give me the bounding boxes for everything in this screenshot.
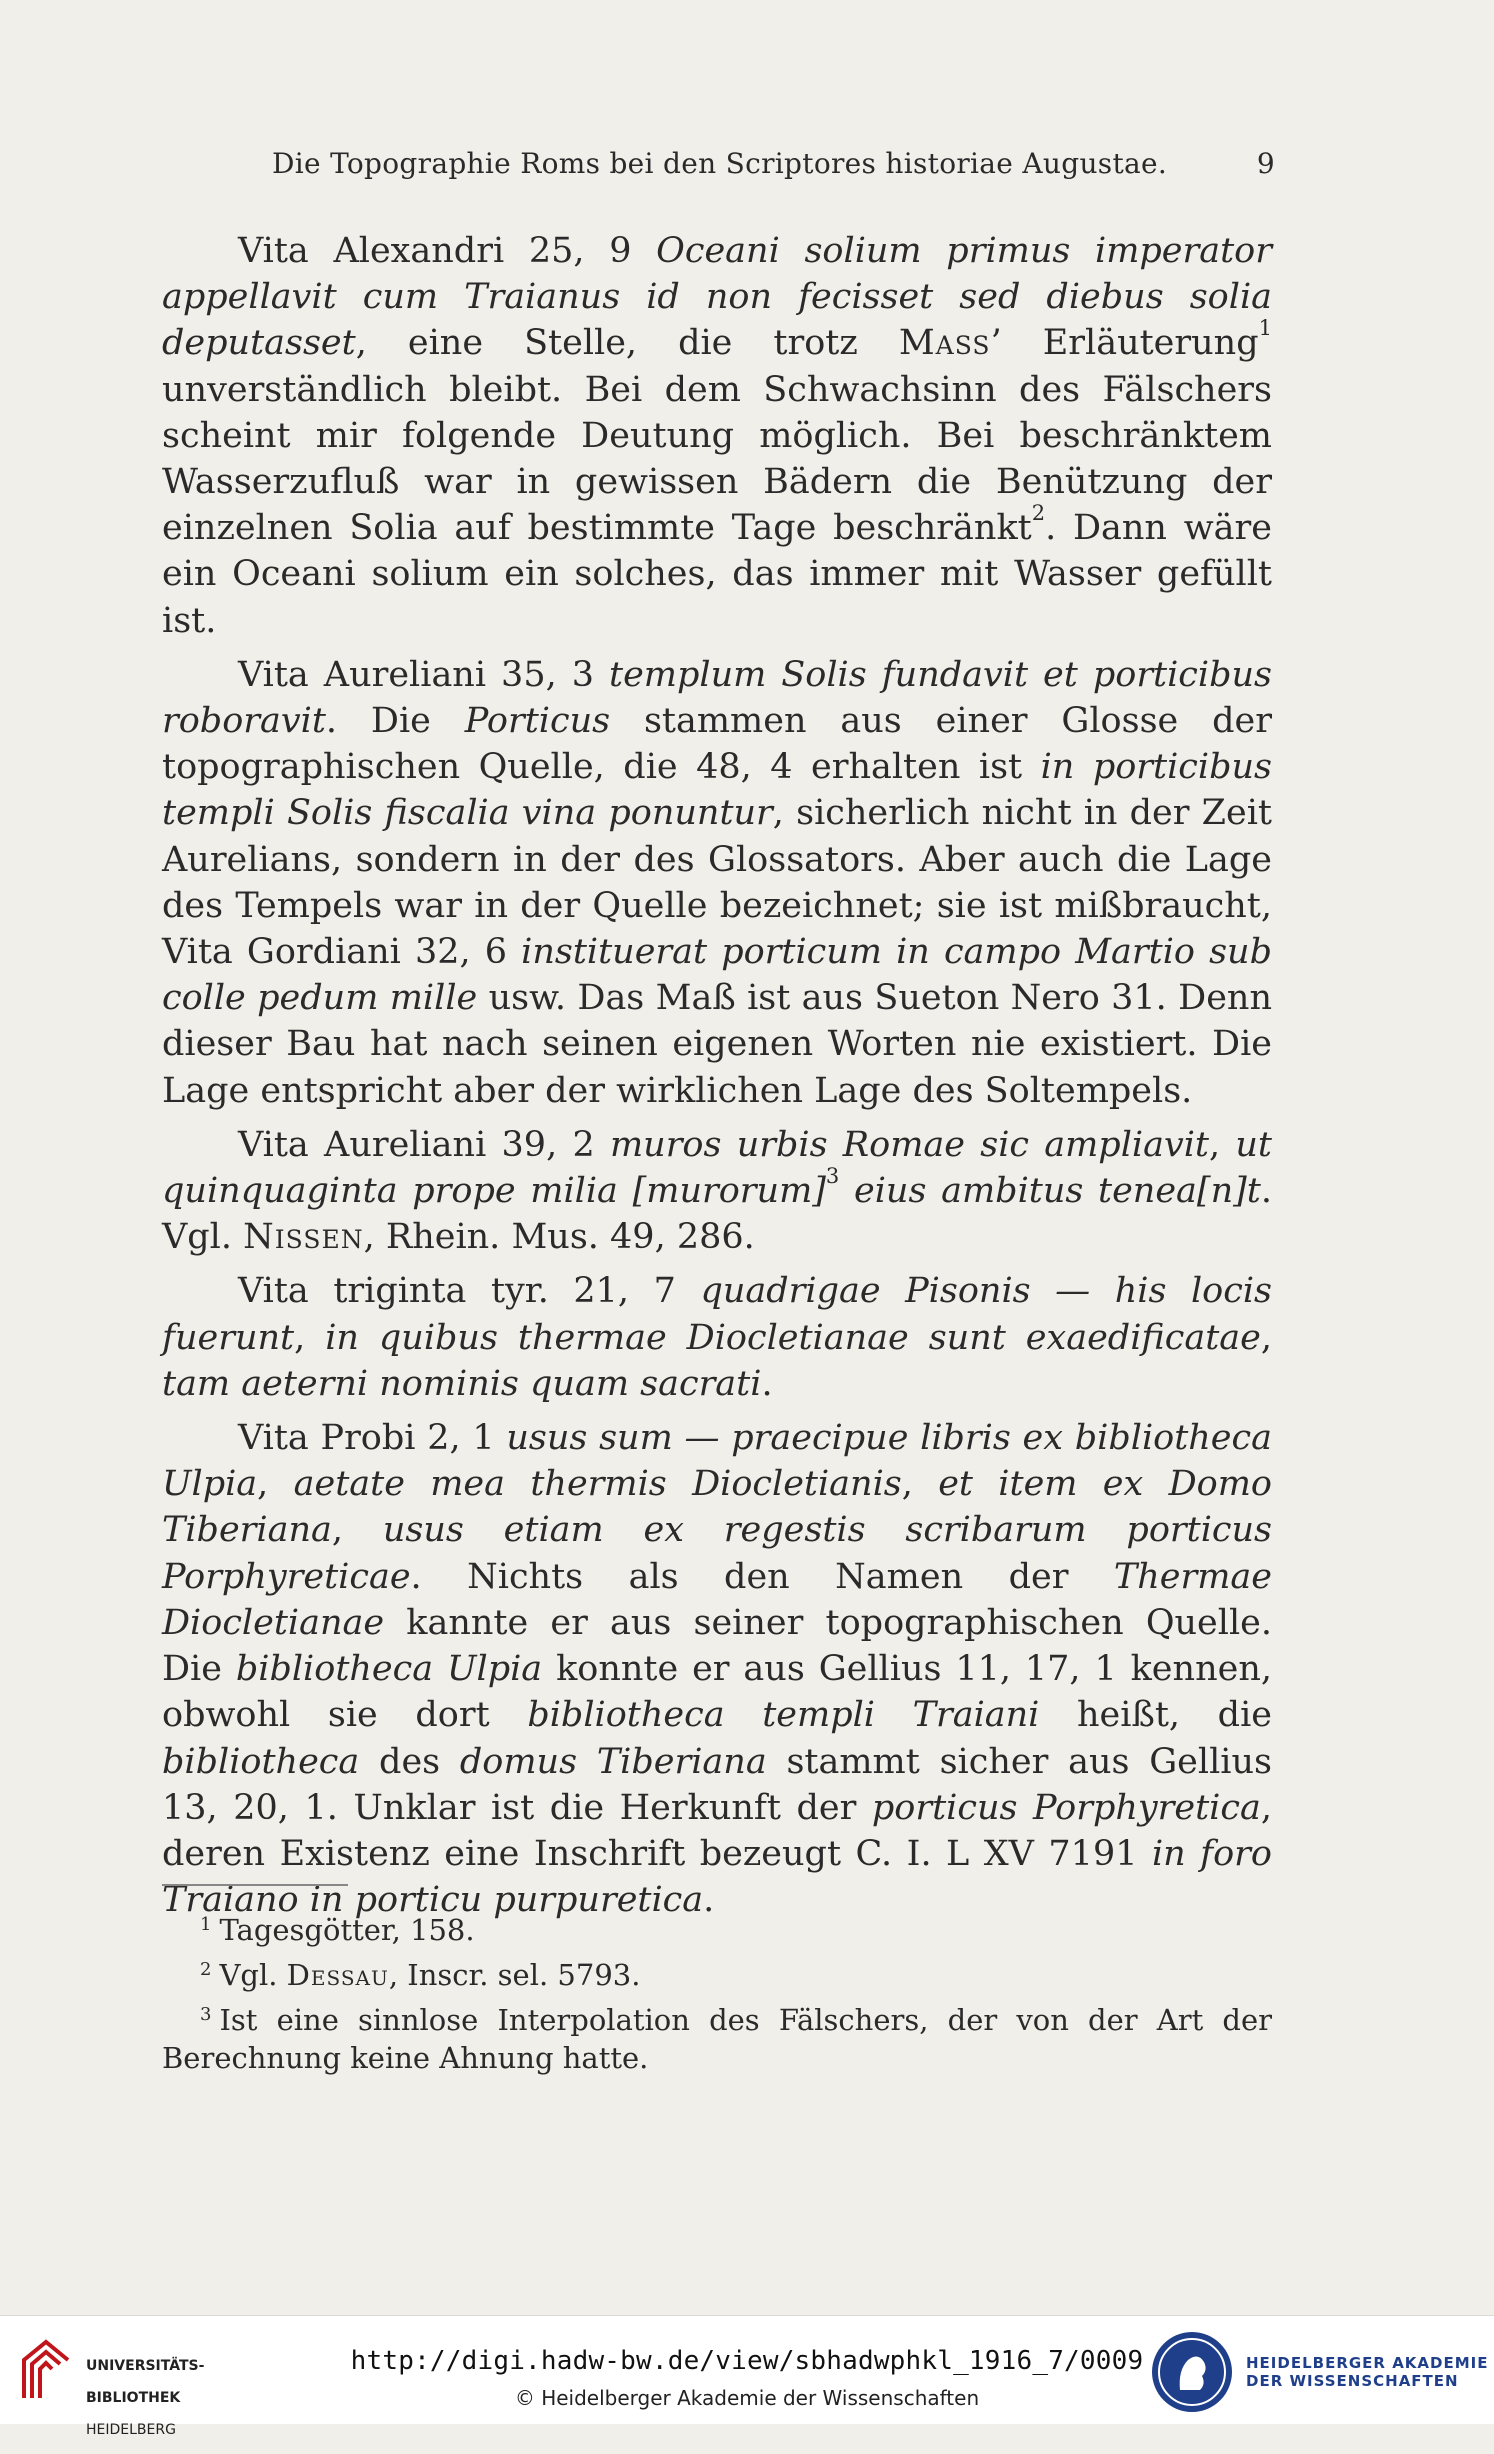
footnote-ref: 1 — [1258, 316, 1272, 341]
italic-text: muros urbis Romae sic ampliavit — [609, 1124, 1209, 1165]
italic-text: in porticibus templi Solis fiscalia vina ponuntur — [162, 747, 1272, 834]
text-run: , Inscr. sel. 5793. — [388, 1957, 641, 1992]
footnote-number: 1 — [200, 1914, 212, 1935]
text-run: des — [359, 1741, 460, 1782]
page-number: 9 — [1256, 147, 1275, 180]
text-run: , eine Stelle, die trotz — [355, 323, 899, 364]
paragraph — [162, 1415, 1272, 1923]
text-run: kannte er aus seiner topographischen Quelle. Die — [162, 1602, 1272, 1690]
text-run: usw. Das Maß ist aus Sueton Nero 31. Denn dieser Bau hat nach seinen eigenen Worten nie existiert. Die Lage entspricht aber der wirklichen Lage des Soltempels. — [162, 978, 1273, 1111]
italic-text: bibliotheca templi Traiani — [527, 1695, 1040, 1736]
text-run: stammt sicher aus Gellius 13, 20, 1. Unklar ist die Herkunft der — [162, 1741, 1272, 1828]
footnote-ref: 3 — [825, 1164, 840, 1189]
text-run: Vgl. — [219, 1957, 287, 1992]
text-run: , deren Existenz eine Inschrift bezeugt C. I. L XV 7191 — [162, 1787, 1272, 1874]
copyright-notice: © Heidelberger Akademie der Wissenschaften — [514, 2386, 980, 2410]
footnote — [162, 1906, 1272, 1949]
italic-text: in quibus thermae Diocletianae sunt exaedificatae — [325, 1317, 1261, 1358]
italic-text: aetate mea thermis Diocletianis — [293, 1464, 902, 1505]
author-name: Dessau — [286, 1957, 389, 1992]
text-run: heißt, die — [1039, 1695, 1272, 1736]
text-run: . — [703, 1880, 715, 1921]
footnote-rule — [162, 1884, 348, 1886]
text-run: , — [294, 1317, 326, 1358]
text-run: Vita Alexandri 25, 9 — [238, 231, 657, 271]
viewer-footer — [0, 2315, 1494, 2438]
text-run: , Rhein. Mus. 49, 286. — [363, 1217, 755, 1258]
footnote-number: 2 — [200, 1958, 212, 1980]
text-run: Vita Aureliani 35, 3 — [238, 654, 609, 695]
italic-text: ut quinquaginta prope milia [murorum] — [162, 1124, 1272, 1212]
permalink-url[interactable]: http://digi.hadw-bw.de/view/sbhadwphkl_1916_7/0009 — [350, 2346, 1144, 2376]
italic-text: eius ambitus tenea[n]t — [854, 1171, 1261, 1212]
text-run: , — [331, 1510, 383, 1551]
footnote-number: 3 — [200, 2003, 212, 2025]
author-name: Nissen — [243, 1217, 364, 1258]
text-run: . — [761, 1363, 773, 1404]
text-run: stammen aus einer Glosse der topographischen Quelle, die 48, 4 erhalten ist — [162, 701, 1272, 788]
academy-name: HEIDELBERGER AKADEMIE DER WISSENSCHAFTEN — [1246, 2354, 1489, 2390]
paragraph — [162, 1122, 1272, 1261]
text-run: . Dann wäre ein Oceani solium ein solches, das immer mit Wasser gefüllt ist. — [162, 508, 1272, 641]
italic-text: et item ex Domo Tiberiana — [162, 1464, 1272, 1551]
italic-text: porticus Porphyretica — [871, 1787, 1261, 1828]
text-run: , sicherlich nicht in der Zeit Aurelians, sondern in der des Glossators. Aber auch die Lage des Tempels war in der Quelle bezeichnet; sie ist mißbraucht, Vita Gordiani 32, 6 — [162, 793, 1272, 973]
paragraph — [162, 228, 1272, 644]
text-run: ’ Erläuterung — [990, 323, 1259, 364]
italic-text: instituerat porticum in campo Martio sub colle pedum mille — [162, 932, 1272, 1019]
italic-text: domus Tiberiana — [459, 1741, 767, 1782]
academy-seal-icon — [1150, 2330, 1234, 2414]
text-run: , — [1209, 1124, 1236, 1165]
text-run: , — [257, 1464, 294, 1505]
running-head — [272, 147, 1275, 180]
paragraph — [162, 1268, 1272, 1407]
text-run: unverständlich bleibt. Bei dem Schwachsinn des Fälschers scheint mir folgende Deutung möglich. Bei beschränktem Wasserzufluß war in gewissen Bädern die Benützung der einzelnen Solia auf bestimmte Tage beschränkt — [162, 369, 1272, 549]
italic-text: Thermae Diocletianae — [162, 1556, 1272, 1643]
footnotes — [162, 1906, 1272, 2079]
paragraph — [162, 652, 1272, 1114]
text-run: Ist eine sinnlose Interpolation des Fälschers, der von der Art der Berechnung keine Ahnung hatte. — [162, 2002, 1272, 2075]
italic-text: bibliotheca Ulpia — [235, 1649, 543, 1690]
text-run: . Vgl. — [162, 1171, 1272, 1258]
text-run: Vita triginta tyr. 21, 7 — [238, 1271, 701, 1312]
italic-text: quadrigae Pisonis — his locis fuerunt — [162, 1271, 1272, 1358]
text-run: , — [1260, 1317, 1272, 1358]
italic-text: Porticus — [464, 701, 611, 742]
author-name: Mass — [898, 323, 991, 364]
italic-text: usus etiam ex regestis scribarum porticus Porphyreticae — [162, 1510, 1272, 1597]
footnote — [162, 1996, 1272, 2077]
text-run: . Nichts als den Namen der — [410, 1556, 1114, 1597]
text-run: Vita Aureliani 39, 2 — [238, 1124, 610, 1165]
text-run: , — [901, 1464, 939, 1505]
italic-text: usus sum — praecipue libris ex bibliotheca Ulpia — [162, 1418, 1272, 1505]
running-title: Die Topographie Roms bei den Scriptores historiae Augustae. — [272, 147, 1168, 180]
text-run: . Die — [325, 701, 465, 742]
text-run — [839, 1171, 854, 1211]
italic-text: Oceani solium primus imperator appellavit cum Traianus id non fecisset sed diebus solia deputasset — [162, 231, 1272, 364]
university-library-name: UNIVERSITÄTS- BIBLIOTHEK HEIDELBERG — [86, 2358, 205, 2438]
italic-text: in foro Traiano in porticu purpuretica — [162, 1833, 1272, 1921]
body-text — [162, 228, 1272, 1931]
text-run: Tagesgötter, 158. — [219, 1912, 475, 1947]
text-run: konnte er aus Gellius 11, 17, 1 kennen, obwohl sie dort — [162, 1649, 1272, 1736]
italic-text: bibliotheca — [162, 1741, 360, 1782]
italic-text: templum Solis fundavit et porticibus roboravit — [162, 654, 1273, 742]
footnote — [162, 1951, 1272, 1994]
italic-text: tam aeterni nominis quam sacrati — [162, 1363, 762, 1404]
footnote-ref: 2 — [1031, 501, 1046, 526]
text-run: Vita Probi 2, 1 — [238, 1418, 507, 1459]
